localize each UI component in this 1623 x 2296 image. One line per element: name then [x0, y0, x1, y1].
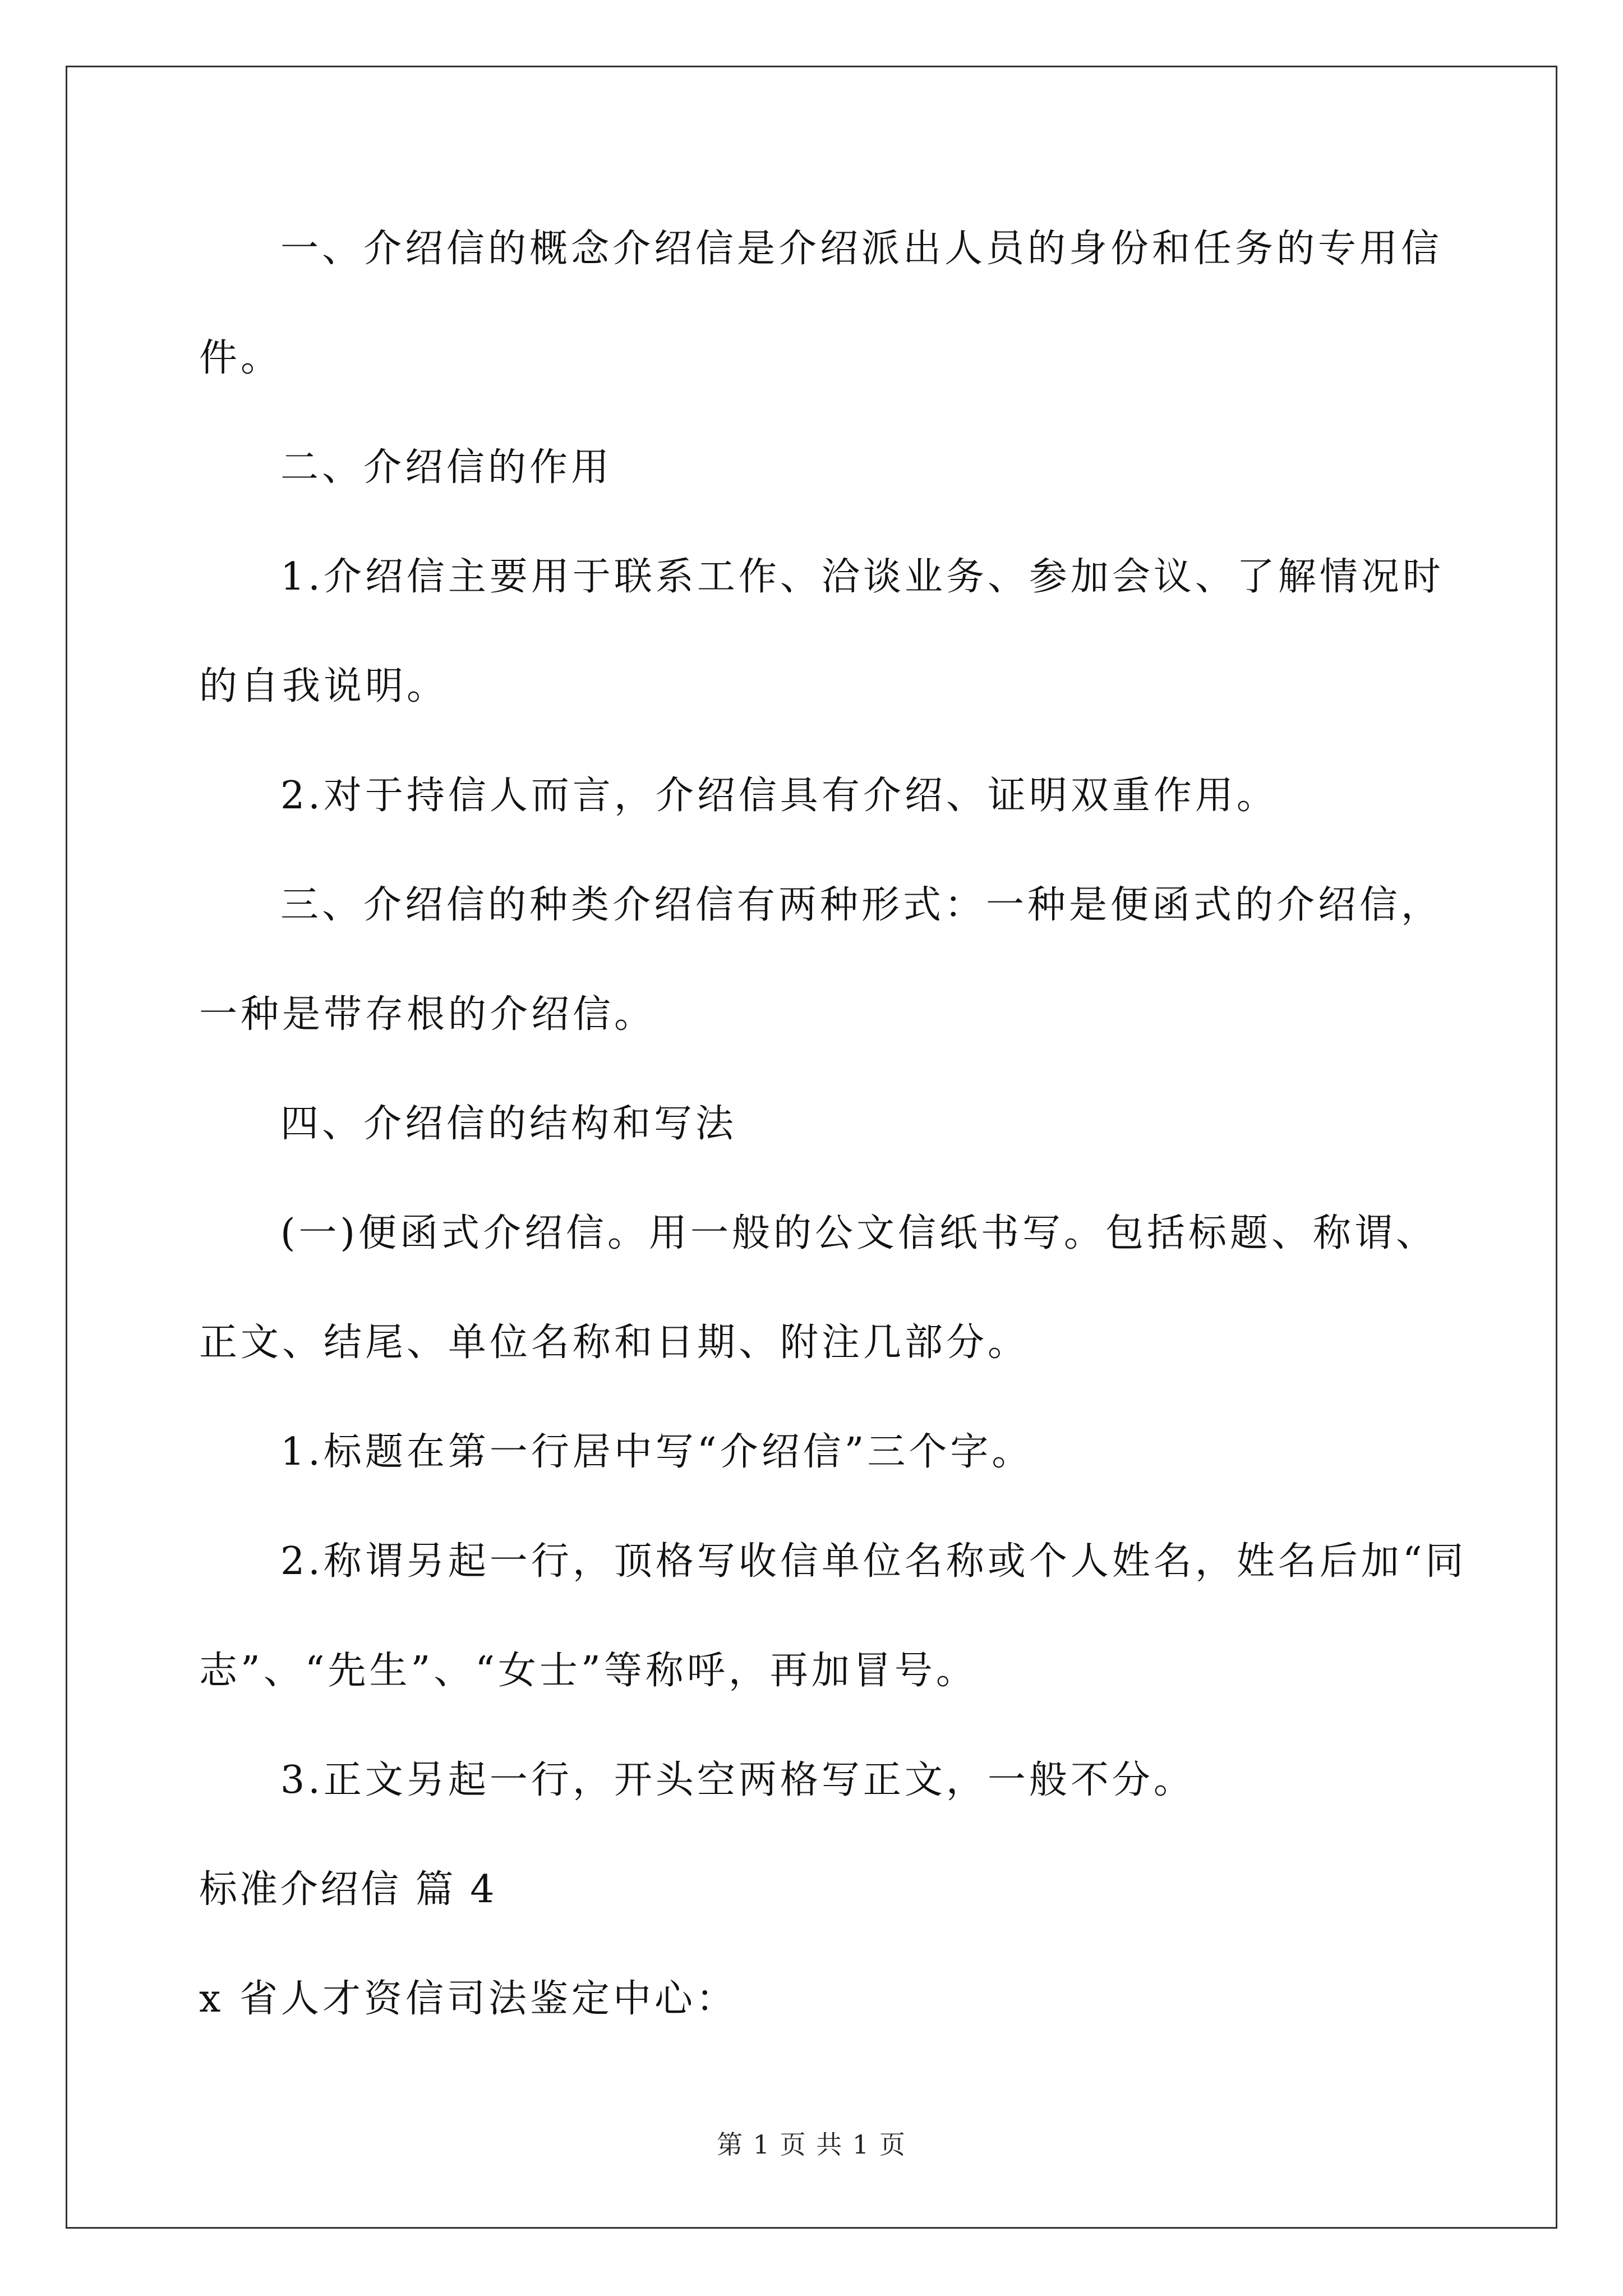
paragraph-7-line-2: 正文、结尾、单位名称和日期、附注几部分。 — [199, 1320, 1030, 1365]
paragraph-10-line-1: 3.正文另起一行，开头空两格写正文，一般不分。 — [280, 1758, 1195, 1802]
salutation-line: x 省人才资信司法鉴定中心： — [199, 1977, 737, 2021]
page-number-footer: 第 1 页 共 1 页 — [717, 2129, 906, 2160]
paragraph-4-line-1: 2.对于持信人而言，介绍信具有介绍、证明双重作用。 — [280, 774, 1278, 818]
paragraph-3-line-1: 1.介绍信主要用于联系工作、洽谈业务、参加会议、了解情况时 — [280, 555, 1444, 599]
section-heading: 标准介绍信 篇 4 — [199, 1867, 497, 1912]
paragraph-8-line-1: 1.标题在第一行居中写“介绍信”三个字。 — [280, 1430, 1034, 1474]
paragraph-1-line-1: 一、介绍信的概念介绍信是介绍派出人员的身份和任务的专用信 — [280, 227, 1443, 271]
paragraph-5-line-1: 三、介绍信的种类介绍信有两种形式：一种是便函式的介绍信， — [280, 883, 1443, 927]
paragraph-6-line-1: 四、介绍信的结构和写法 — [280, 1102, 737, 1146]
paragraph-7-line-1: (一)便函式介绍信。用一般的公文信纸书写。包括标题、称谓、 — [280, 1211, 1438, 1255]
paragraph-9-line-1: 2.称谓另起一行，顶格写收信单位名称或个人姓名，姓名后加“同 — [280, 1539, 1467, 1584]
paragraph-2-line-1: 二、介绍信的作用 — [280, 445, 613, 490]
paragraph-9-line-2: 志”、“先生”、“女士”等称呼，再加冒号。 — [199, 1649, 978, 1693]
paragraph-3-line-2: 的自我说明。 — [199, 664, 449, 708]
paragraph-1-line-2: 件。 — [199, 336, 283, 380]
paragraph-5-line-2: 一种是带存根的介绍信。 — [199, 992, 656, 1037]
